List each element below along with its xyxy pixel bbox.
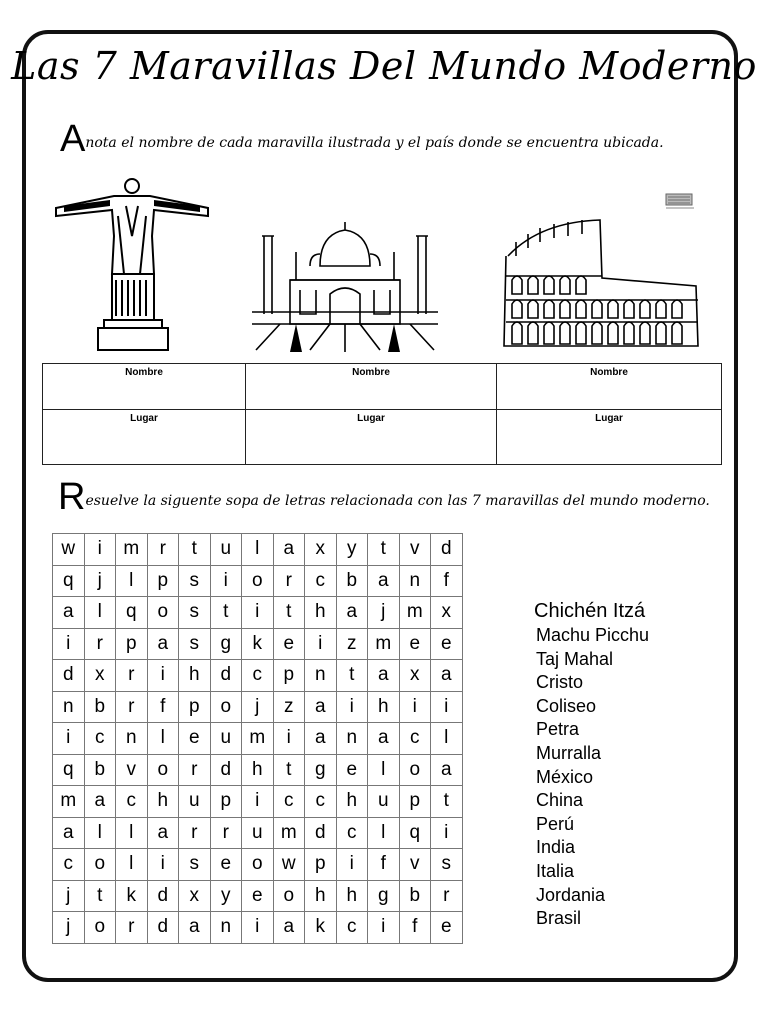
grid-cell[interactable]: f: [147, 691, 179, 723]
grid-row: [53, 849, 463, 881]
instruction-text: nota el nombre de cada maravilla ilustrada y el país donde se encuentra ubicada.: [85, 135, 664, 151]
grid-cell[interactable]: l: [116, 565, 148, 597]
grid-cell[interactable]: o: [84, 912, 116, 944]
name-label: Nombre: [125, 367, 163, 378]
grid-cell[interactable]: i: [368, 912, 400, 944]
grid-cell[interactable]: c: [399, 723, 431, 755]
word-list: [536, 598, 649, 931]
grid-cell[interactable]: p: [305, 849, 337, 881]
grid-cell[interactable]: r: [179, 754, 211, 786]
word-list-item: Perú: [536, 813, 575, 834]
grid-cell[interactable]: a: [273, 912, 305, 944]
grid-cell[interactable]: v: [399, 534, 431, 566]
answer-cell-name[interactable]: [246, 364, 497, 410]
grid-cell[interactable]: o: [84, 849, 116, 881]
grid-cell[interactable]: v: [116, 754, 148, 786]
instruction-names: [60, 118, 664, 161]
word-list-item: Machu Picchu: [536, 625, 650, 645]
grid-cell[interactable]: f: [431, 565, 463, 597]
grid-row: [53, 565, 463, 597]
grid-cell[interactable]: r: [84, 628, 116, 660]
grid-cell[interactable]: h: [305, 597, 337, 629]
grid-cell[interactable]: y: [210, 880, 242, 912]
name-label: Nombre: [352, 367, 390, 378]
grid-cell[interactable]: b: [84, 691, 116, 723]
grid-cell[interactable]: c: [305, 565, 337, 597]
grid-cell[interactable]: v: [399, 849, 431, 881]
grid-cell[interactable]: m: [368, 628, 400, 660]
grid-cell[interactable]: i: [431, 691, 463, 723]
grid-cell[interactable]: d: [210, 754, 242, 786]
grid-cell[interactable]: h: [336, 880, 368, 912]
grid-cell[interactable]: s: [179, 565, 211, 597]
grid-cell[interactable]: m: [399, 597, 431, 629]
grid-cell[interactable]: d: [431, 534, 463, 566]
grid-cell[interactable]: q: [53, 565, 85, 597]
grid-row: [53, 628, 463, 660]
grid-row: [53, 660, 463, 692]
grid-row: [53, 754, 463, 786]
drop-cap: R: [58, 476, 86, 518]
word-list-item: Petra: [536, 719, 580, 740]
grid-cell[interactable]: l: [431, 723, 463, 755]
grid-cell[interactable]: j: [242, 691, 274, 723]
grid-cell[interactable]: a: [84, 786, 116, 818]
grid-cell[interactable]: t: [84, 880, 116, 912]
grid-cell[interactable]: c: [273, 786, 305, 818]
grid-row: [53, 534, 463, 566]
grid-cell[interactable]: e: [399, 628, 431, 660]
grid-cell[interactable]: i: [431, 817, 463, 849]
grid-cell[interactable]: t: [336, 660, 368, 692]
grid-cell[interactable]: x: [399, 660, 431, 692]
grid-cell[interactable]: e: [242, 880, 274, 912]
grid-cell[interactable]: g: [210, 628, 242, 660]
grid-cell[interactable]: t: [273, 597, 305, 629]
grid-cell[interactable]: a: [179, 912, 211, 944]
grid-cell[interactable]: i: [336, 849, 368, 881]
grid-row: [53, 912, 463, 944]
word-list-item: México: [536, 766, 594, 787]
grid-cell[interactable]: n: [116, 723, 148, 755]
place-label: Lugar: [130, 413, 158, 424]
grid-cell[interactable]: q: [53, 754, 85, 786]
grid-cell[interactable]: w: [53, 534, 85, 566]
grid-cell[interactable]: d: [147, 880, 179, 912]
grid-cell[interactable]: p: [273, 660, 305, 692]
grid-cell[interactable]: a: [53, 597, 85, 629]
grid-cell[interactable]: o: [210, 691, 242, 723]
grid-cell[interactable]: x: [305, 534, 337, 566]
grid-cell[interactable]: d: [210, 660, 242, 692]
grid-cell[interactable]: n: [210, 912, 242, 944]
grid-cell[interactable]: g: [305, 754, 337, 786]
grid-cell[interactable]: o: [147, 754, 179, 786]
page-title: Las 7 Maravillas Del Mundo Moderno: [11, 44, 757, 88]
grid-cell[interactable]: t: [431, 786, 463, 818]
grid-cell[interactable]: i: [242, 597, 274, 629]
grid-cell[interactable]: x: [84, 660, 116, 692]
grid-cell[interactable]: o: [147, 597, 179, 629]
grid-cell[interactable]: r: [210, 817, 242, 849]
grid-cell[interactable]: q: [399, 817, 431, 849]
grid-cell[interactable]: i: [210, 565, 242, 597]
grid-cell[interactable]: h: [242, 754, 274, 786]
word-list-item: Chichén Itzá: [534, 600, 646, 622]
grid-cell[interactable]: s: [179, 628, 211, 660]
grid-cell[interactable]: i: [305, 628, 337, 660]
drop-cap: A: [60, 118, 86, 160]
grid-cell[interactable]: a: [53, 817, 85, 849]
word-list-item: Italia: [536, 860, 575, 881]
grid-cell[interactable]: i: [242, 912, 274, 944]
grid-cell[interactable]: y: [336, 534, 368, 566]
grid-cell[interactable]: a: [368, 660, 400, 692]
grid-cell[interactable]: r: [116, 912, 148, 944]
grid-cell[interactable]: p: [147, 565, 179, 597]
grid-cell[interactable]: n: [399, 565, 431, 597]
grid-cell[interactable]: h: [147, 786, 179, 818]
grid-cell[interactable]: c: [336, 817, 368, 849]
grid-cell[interactable]: a: [368, 723, 400, 755]
answer-cell-place[interactable]: [497, 410, 722, 465]
grid-cell[interactable]: r: [431, 880, 463, 912]
grid-cell[interactable]: e: [336, 754, 368, 786]
answer-cell-name[interactable]: [43, 364, 246, 410]
grid-row: [53, 786, 463, 818]
grid-cell[interactable]: d: [53, 660, 85, 692]
grid-cell[interactable]: i: [53, 628, 85, 660]
grid-cell[interactable]: u: [179, 786, 211, 818]
grid-cell[interactable]: j: [368, 597, 400, 629]
grid-cell[interactable]: o: [242, 849, 274, 881]
word-list-item: Coliseo: [536, 695, 597, 716]
grid-cell[interactable]: x: [179, 880, 211, 912]
grid-cell[interactable]: c: [336, 912, 368, 944]
word-search-grid: [52, 533, 463, 944]
grid-cell[interactable]: a: [431, 660, 463, 692]
instruction-word-search: [58, 476, 710, 519]
grid-cell[interactable]: z: [336, 628, 368, 660]
word-list-item: Brasil: [536, 908, 582, 929]
grid-cell[interactable]: e: [210, 849, 242, 881]
grid-cell[interactable]: a: [431, 754, 463, 786]
place-label: Lugar: [357, 413, 385, 424]
grid-cell[interactable]: a: [336, 597, 368, 629]
grid-cell[interactable]: c: [116, 786, 148, 818]
grid-cell[interactable]: t: [368, 534, 400, 566]
grid-cell[interactable]: i: [147, 660, 179, 692]
grid-cell[interactable]: e: [431, 628, 463, 660]
grid-cell[interactable]: f: [399, 912, 431, 944]
grid-cell[interactable]: w: [273, 849, 305, 881]
grid-cell[interactable]: j: [53, 880, 85, 912]
grid-cell[interactable]: r: [273, 565, 305, 597]
answer-cell-place[interactable]: [43, 410, 246, 465]
grid-cell[interactable]: k: [116, 880, 148, 912]
grid-cell[interactable]: o: [273, 880, 305, 912]
grid-cell[interactable]: s: [431, 849, 463, 881]
grid-cell[interactable]: e: [273, 628, 305, 660]
grid-cell[interactable]: l: [147, 723, 179, 755]
grid-cell[interactable]: s: [179, 849, 211, 881]
grid-cell[interactable]: m: [116, 534, 148, 566]
grid-cell[interactable]: c: [53, 849, 85, 881]
grid-cell[interactable]: i: [399, 691, 431, 723]
grid-cell[interactable]: c: [305, 786, 337, 818]
grid-cell[interactable]: a: [305, 691, 337, 723]
grid-cell[interactable]: r: [116, 691, 148, 723]
grid-cell[interactable]: f: [368, 849, 400, 881]
grid-cell[interactable]: r: [147, 534, 179, 566]
grid-cell[interactable]: d: [147, 912, 179, 944]
name-label: Nombre: [590, 367, 628, 378]
instruction-text: esuelve la siguente sopa de letras relacionada con las 7 maravillas del mundo moderno.: [85, 493, 710, 509]
grid-cell[interactable]: u: [242, 817, 274, 849]
grid-cell[interactable]: s: [179, 597, 211, 629]
grid-cell[interactable]: r: [116, 660, 148, 692]
grid-cell[interactable]: m: [53, 786, 85, 818]
grid-cell[interactable]: b: [336, 565, 368, 597]
grid-cell[interactable]: k: [305, 912, 337, 944]
christ-the-redeemer-drawing: [54, 176, 210, 354]
grid-cell[interactable]: j: [84, 565, 116, 597]
grid-cell[interactable]: a: [147, 628, 179, 660]
grid-cell[interactable]: t: [179, 534, 211, 566]
grid-cell[interactable]: q: [116, 597, 148, 629]
grid-cell[interactable]: l: [116, 817, 148, 849]
grid-cell[interactable]: h: [368, 691, 400, 723]
grid-row: [53, 691, 463, 723]
grid-cell[interactable]: k: [242, 628, 274, 660]
grid-cell[interactable]: g: [368, 880, 400, 912]
grid-cell[interactable]: l: [368, 817, 400, 849]
grid-cell[interactable]: n: [336, 723, 368, 755]
grid-cell[interactable]: u: [368, 786, 400, 818]
grid-cell[interactable]: x: [431, 597, 463, 629]
grid-cell[interactable]: p: [210, 786, 242, 818]
grid-cell[interactable]: l: [368, 754, 400, 786]
grid-cell[interactable]: o: [242, 565, 274, 597]
grid-cell[interactable]: a: [147, 817, 179, 849]
answer-table: [42, 363, 722, 465]
grid-cell[interactable]: p: [116, 628, 148, 660]
grid-cell[interactable]: t: [210, 597, 242, 629]
grid-cell[interactable]: r: [179, 817, 211, 849]
grid-cell[interactable]: h: [336, 786, 368, 818]
grid-cell[interactable]: n: [305, 660, 337, 692]
grid-row: [53, 880, 463, 912]
grid-cell[interactable]: l: [242, 534, 274, 566]
grid-cell[interactable]: i: [336, 691, 368, 723]
grid-row: [53, 597, 463, 629]
grid-cell[interactable]: i: [147, 849, 179, 881]
grid-cell[interactable]: h: [305, 880, 337, 912]
grid-cell[interactable]: i: [242, 786, 274, 818]
grid-cell[interactable]: e: [431, 912, 463, 944]
grid-cell[interactable]: j: [53, 912, 85, 944]
answer-cell-name[interactable]: [497, 364, 722, 410]
grid-cell[interactable]: a: [368, 565, 400, 597]
grid-cell[interactable]: m: [273, 817, 305, 849]
grid-cell[interactable]: m: [242, 723, 274, 755]
grid-cell[interactable]: d: [305, 817, 337, 849]
grid-cell[interactable]: i: [53, 723, 85, 755]
grid-cell[interactable]: h: [179, 660, 211, 692]
grid-cell[interactable]: c: [242, 660, 274, 692]
grid-cell[interactable]: l: [116, 849, 148, 881]
grid-cell[interactable]: a: [273, 534, 305, 566]
grid-cell[interactable]: i: [273, 723, 305, 755]
word-list-item: Cristo: [536, 672, 584, 693]
grid-cell[interactable]: p: [399, 786, 431, 818]
grid-cell[interactable]: z: [273, 691, 305, 723]
grid-cell[interactable]: l: [84, 817, 116, 849]
grid-cell[interactable]: a: [305, 723, 337, 755]
grid-cell[interactable]: b: [84, 754, 116, 786]
word-list-item: Jordania: [536, 884, 606, 905]
grid-cell[interactable]: c: [84, 723, 116, 755]
colosseum-drawing: [500, 216, 700, 352]
grid-cell[interactable]: e: [179, 723, 211, 755]
grid-cell[interactable]: u: [210, 534, 242, 566]
grid-cell[interactable]: i: [84, 534, 116, 566]
grid-row: [53, 817, 463, 849]
word-list-item: Taj Mahal: [536, 648, 614, 669]
grid-row: [53, 723, 463, 755]
grid-cell[interactable]: u: [210, 723, 242, 755]
answer-cell-place[interactable]: [246, 410, 497, 465]
word-list-item: Murralla: [536, 742, 602, 763]
grid-cell[interactable]: p: [179, 691, 211, 723]
grid-cell[interactable]: l: [84, 597, 116, 629]
grid-cell[interactable]: b: [399, 880, 431, 912]
grid-cell[interactable]: n: [53, 691, 85, 723]
word-list-item: China: [536, 790, 584, 811]
grid-cell[interactable]: o: [399, 754, 431, 786]
word-list-item: India: [536, 837, 576, 858]
grid-cell[interactable]: t: [273, 754, 305, 786]
taj-mahal-drawing: [250, 220, 440, 354]
publisher-stamp-icon: [664, 192, 696, 210]
place-label: Lugar: [595, 413, 623, 424]
